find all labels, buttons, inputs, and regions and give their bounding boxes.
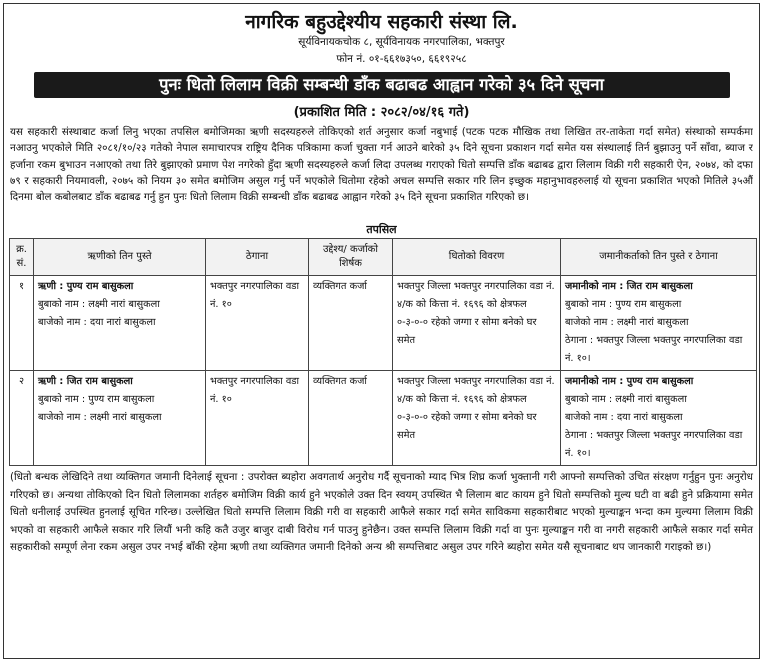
row-sn: १ — [10, 276, 34, 371]
col-sn: क्र. सं. — [10, 239, 34, 276]
collateral-cell: भक्तपुर जिल्ला भक्तपुर नगरपालिका वडा नं. ४/क को कित्ता नं. १६९६ को क्षेत्रफल ०-३-०-० रहेको जग्गा र सोमा बनेको घर समेत — [393, 276, 561, 371]
notice-page — [3, 3, 760, 659]
table-row — [10, 276, 757, 371]
guarantor-father: बुबाको नाम : लक्ष्मी नारां बासुकला — [565, 394, 687, 405]
col-borrower: ऋणीको तिन पुस्ते — [34, 239, 206, 276]
intro-paragraph: यस सहकारी संस्थाबाट कर्जा लिनु भएका तपसिल बमोजिमका ऋणी सदस्यहरुले तोकिएको शर्त अनुसार कर्जा नबुभाई (पटक पटक मौखिक तथा लिखित तर-ताकेता गर्दा समेत) संस्थाको सम्पर्कमा नआउनु भएकोले मिति २०८१/१०/२३ गतेको नेपाल समाचारपत्र राष्ट्रिय दैनिक पत्रिकामा कर्जा चुक्ता गर्न आउने बारेको ३५ दिने सूचना प्रकाशन गर्दा समेत यस संस्थालाई तिर्न बुझाउनु पर्ने साँवा, ब्याज र हर्जाना रकम बुभाउन नआएको तथा तिरे बुझाएको प्रमाण पेश नगरेको हुँदा ऋणी सदस्यहरुले कर्जा लिदा उपलब्ध गराएको धितो सम्पत्ति डाँक बढाबढ द्वारा लिलाम विक्री गरी सहकारी ऐन, २०७४, को दफा ७९ र सहकारी नियमावली, २०७५ को नियम ३० समेत बमोजिम असुल गर्नु पर्ने भएकोले धितोमा रहेको अचल सम्पत्ति सकार गरि लिन इच्छुक महानुभावहरुलाई यो सूचना प्रकाशित भएको मितिले ३५औं दिनमा बोल कबोलबाट डाँक बढाबढ गर्नु हुन पुनः धितो लिलाम विक्री सम्बन्धी डाँक बढाबढ आह्वान गरेको ३५ दिने सूचना प्रकाशित गरिएको छ। — [10, 126, 753, 204]
org-phone: फोन नं. ०१-६६१७३५०, ६६१९२५८ — [336, 53, 467, 65]
guarantor-address: ठेगाना : भक्तपुर जिल्ला भक्तपुर नगरपालिका वडा नं. १०। — [565, 430, 743, 459]
published-date: (प्रकाशित मिति : २०८२/०४/१६ गते) — [293, 105, 470, 120]
org-address: सूर्यविनायकचोक ८, सूर्यविनायक नगरपालिका, भक्तपुर — [298, 36, 505, 48]
notice-title-banner: पुनः धितो लिलाम विक्री सम्बन्धी डाँक बढाबढ आह्वान गरेको ३५ दिने सूचना — [34, 72, 730, 98]
purpose-cell: व्यक्तिगत कर्जा — [309, 276, 393, 371]
purpose-cell: व्यक्तिगत कर्जा — [309, 371, 393, 466]
borrower-cell — [34, 371, 206, 466]
guarantor-name: जमानीको नाम : पुण्य राम बासुकला — [565, 376, 694, 387]
schedule-heading: तपसिल — [366, 223, 397, 236]
guarantor-grandfather: बाजेको नाम : दया नारां बासुकला — [565, 412, 683, 423]
guarantor-address: ठेगाना : भक्तपुर जिल्ला भक्तपुर नगरपालिका वडा नं. १०। — [565, 335, 743, 364]
collateral-cell: भक्तपुर जिल्ला भक्तपुर नगरपालिका वडा नं. ४/क को कित्ता नं. १६९६ को क्षेत्रफल ०-३-०-० रहेको जग्गा र सोमा बनेको घर समेत — [393, 371, 561, 466]
org-name: नागरिक बहुउद्देश्यीय सहकारी संस्था लि. — [245, 11, 518, 33]
footer-note: (धितो बन्धक लेखिदिने तथा व्यक्तिगत जमानी दिनेलाई सूचना : उपरोक्त ब्यहोरा अवगतार्थ अनुरोध गर्दै सूचनाको म्याद भित्र शिघ्र कर्जा भुक्तानी गरी आफ्नो सम्पत्तिको उचित संरक्षण गर्नुहुन पुनः अनुरोध गरिएको छ। अन्यथा तोकिएको दिन धितो लिलामका शर्तहरु बमोजिम विक्री कार्य हुने भएकोले उक्त दिन स्वयम् उपस्थित भै लिलाम बाट कायम हुने धितो सम्पत्तिको मुल्य घटी वा बढी हुने प्रक्रियामा समेत धितो धनीलाई उपस्थित हुनलाई सूचित गरिन्छ। उल्लेखित धितो सम्पत्ति लिलाम विक्री गरी वा सहकारी आफैले सकार गर्दा समेत साविकमा सहकारीबाट भएको मुल्याङ्कन भन्दा कम मुल्यमा लिलाम विक्री भएको वा सहकारी आफैले सकार गरि लियौं भनी कहि कतै उजुर बाजुर दाबी विरोध गर्न पाउनु हुनेछैन। उक्त सम्पत्ति लिलाम विक्री गर्दा वा पुनः मुल्याङ्कन गरी वा नगरी सहकारी आफैले सकार गर्दा समेत सहकारीको सम्पूर्ण लेना रकम असुल उपर नभई बाँकी रहेमा ऋणी तथा व्यक्तिगत जमानी दिनेको अन्य श्री सम्पत्तिबाट असुल उपर गरिने ब्यहोरा समेत यसै सूचनाबाट थप जानकारी गराइको छ।) — [10, 471, 753, 553]
col-collateral: धितोको विवरण — [393, 239, 561, 276]
borrower-father: बुबाको नाम : लक्ष्मी नारां बासुकला — [38, 299, 160, 310]
guarantor-grandfather: बाजेको नाम : लक्ष्मी नारां बासुकला — [565, 317, 689, 328]
col-purpose: उद्देश्य/ कर्जाको शिर्षक — [309, 239, 393, 276]
address-cell: भक्तपुर नगरपालिका वडा नं. १० — [206, 276, 309, 371]
borrower-father: बुबाको नाम : पुण्य राम बासुकला — [38, 394, 155, 405]
borrower-name: ऋणी : जित राम बासुकला — [38, 376, 133, 387]
borrower-grandfather: बाजेको नाम : दया नारां बासुकला — [38, 317, 156, 328]
guarantor-cell — [561, 276, 757, 371]
borrower-table — [9, 238, 757, 466]
borrower-grandfather: बाजेको नाम : लक्ष्मी नारां बासुकला — [38, 412, 162, 423]
borrower-name: ऋणी : पुण्य राम बासुकला — [38, 281, 134, 292]
table-row — [10, 371, 757, 466]
table-header-row — [10, 239, 757, 276]
col-guarantor: जमानीकर्ताको तिन पुस्ते र ठेगाना — [561, 239, 757, 276]
guarantor-father: बुबाको नाम : पुण्य राम बासुकला — [565, 299, 682, 310]
borrower-cell — [34, 276, 206, 371]
guarantor-name: जमानीको नाम : जित राम बासुकला — [565, 281, 693, 292]
guarantor-cell — [561, 371, 757, 466]
row-sn: २ — [10, 371, 34, 466]
col-address: ठेगाना — [206, 239, 309, 276]
address-cell: भक्तपुर नगरपालिका वडा नं. १० — [206, 371, 309, 466]
